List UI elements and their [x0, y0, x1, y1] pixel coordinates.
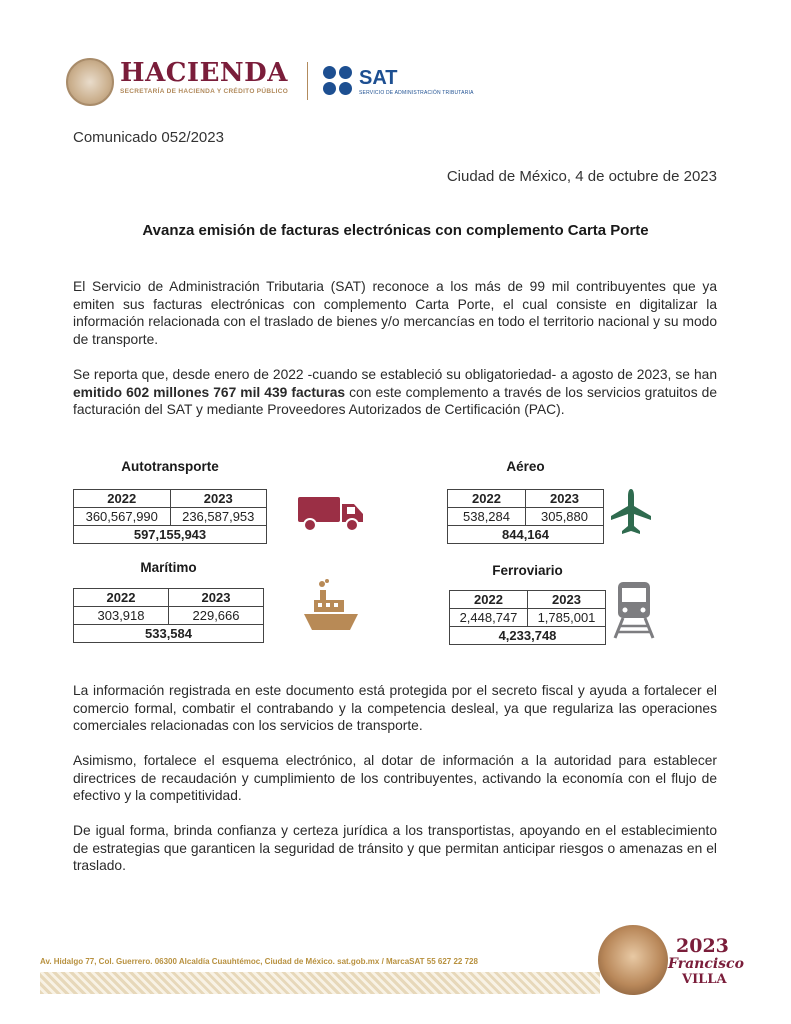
hacienda-seal-logo [66, 58, 114, 106]
sat-subtitle: SERVICIO DE ADMINISTRACIÓN TRIBUTARIA [359, 90, 474, 96]
table-aereo [447, 489, 604, 544]
paragraph-3: La información registrada en este documento está protegida por el secreto fiscal y ayuda a fortalecer el comercio formal, combatir el contrabando y la competencia desleal, ya que regulariza las operaciones comerciales relacionadas con los servicios de transporte. [73, 683, 717, 733]
commemorative-name: Francisco [668, 956, 744, 972]
table-title-autotransporte: Autotransporte [121, 459, 219, 474]
sat-logo-text: SAT [359, 67, 398, 89]
table-header-2022: 2022 [74, 589, 169, 607]
table-header-2023: 2023 [528, 591, 606, 609]
page-title: Avanza emisión de facturas electrónicas con complemento Carta Porte [142, 222, 649, 239]
footer-decorative-band [40, 972, 600, 994]
table-header-2023: 2023 [169, 589, 264, 607]
table-cell-2023: 1,785,001 [528, 609, 606, 627]
table-total: 4,233,748 [450, 627, 606, 645]
commemorative-surname: VILLA [682, 972, 727, 987]
train-icon [613, 580, 655, 640]
table-maritimo [73, 588, 264, 643]
table-header-2022: 2022 [450, 591, 528, 609]
date-line: Ciudad de México, 4 de octubre de 2023 [446, 168, 717, 185]
table-cell-2022: 303,918 [74, 607, 169, 625]
table-header-2023: 2023 [526, 490, 604, 508]
comunicado-number: Comunicado 052/2023 [73, 129, 224, 146]
commemorative-year: 2023 [676, 935, 729, 957]
hacienda-logo-text: HACIENDA [120, 58, 288, 88]
table-header-2023: 2023 [170, 490, 267, 508]
footer-address: Av. Hidalgo 77, Col. Guerrero. 06300 Alcaldía Cuauhtémoc, Ciudad de México. sat.gob.mx / MarcaSAT 55 627 22 728 [40, 957, 478, 966]
table-cell-2023: 236,587,953 [170, 508, 267, 526]
paragraph-2-text-end: con este complemento a través de los servicios gratuitos de facturación del SAT y mediante Proveedores Autorizados de Certificación (PAC). [73, 384, 717, 417]
table-header-2022: 2022 [448, 490, 526, 508]
sat-logo-icon [323, 66, 357, 96]
paragraph-2-text: Se reporta que, desde enero de 2022 -cuando se estableció su obligatoriedad- a agosto de 2023, se han [73, 367, 717, 382]
table-total: 533,584 [74, 625, 264, 643]
table-total: 597,155,943 [74, 526, 267, 544]
airplane-icon [610, 488, 652, 536]
francisco-villa-portrait [598, 925, 668, 995]
table-cell-2022: 538,284 [448, 508, 526, 526]
ship-icon [302, 578, 360, 634]
table-total: 844,164 [448, 526, 604, 544]
table-header-2022: 2022 [74, 490, 171, 508]
table-cell-2022: 2,448,747 [450, 609, 528, 627]
paragraph-4: Asimismo, fortalece el esquema electrónico, al dotar de información a la autoridad para establecer directrices de recaudación y cumplimiento de los contribuyentes, activando la economía con el flujo de efectivo y la competitividad. [73, 753, 717, 803]
table-cell-2023: 305,880 [526, 508, 604, 526]
paragraph-5: De igual forma, brinda confianza y certeza jurídica a los transportistas, apoyando en el establecimiento de estrategias que garanticen la seguridad de tránsito y que permitan anticipar riesgos o amenazas en el traslado. [73, 823, 717, 873]
table-cell-2023: 229,666 [169, 607, 264, 625]
header-divider [307, 62, 308, 100]
paragraph-2 [73, 366, 717, 419]
paragraph-1: El Servicio de Administración Tributaria (SAT) reconoce a los más de 99 mil contribuyentes que ya emiten sus facturas electrónicas con complemento Carta Porte, el cual consiste en digitalizar la información relacionada con el traslado de bienes y/o mercancías en todo el territorio nacional y su modo de transporte. [73, 279, 717, 347]
table-title-maritimo: Marítimo [140, 560, 197, 575]
table-cell-2022: 360,567,990 [74, 508, 171, 526]
paragraph-2-highlight: emitido 602 millones 767 mil 439 facturas [73, 384, 346, 400]
table-title-ferroviario: Ferroviario [492, 563, 563, 578]
table-title-aereo: Aéreo [506, 459, 545, 474]
table-autotransporte [73, 489, 267, 544]
hacienda-subtitle: SECRETARÍA DE HACIENDA Y CRÉDITO PÚBLICO [120, 88, 289, 95]
table-ferroviario [449, 590, 606, 645]
truck-icon [296, 494, 366, 534]
